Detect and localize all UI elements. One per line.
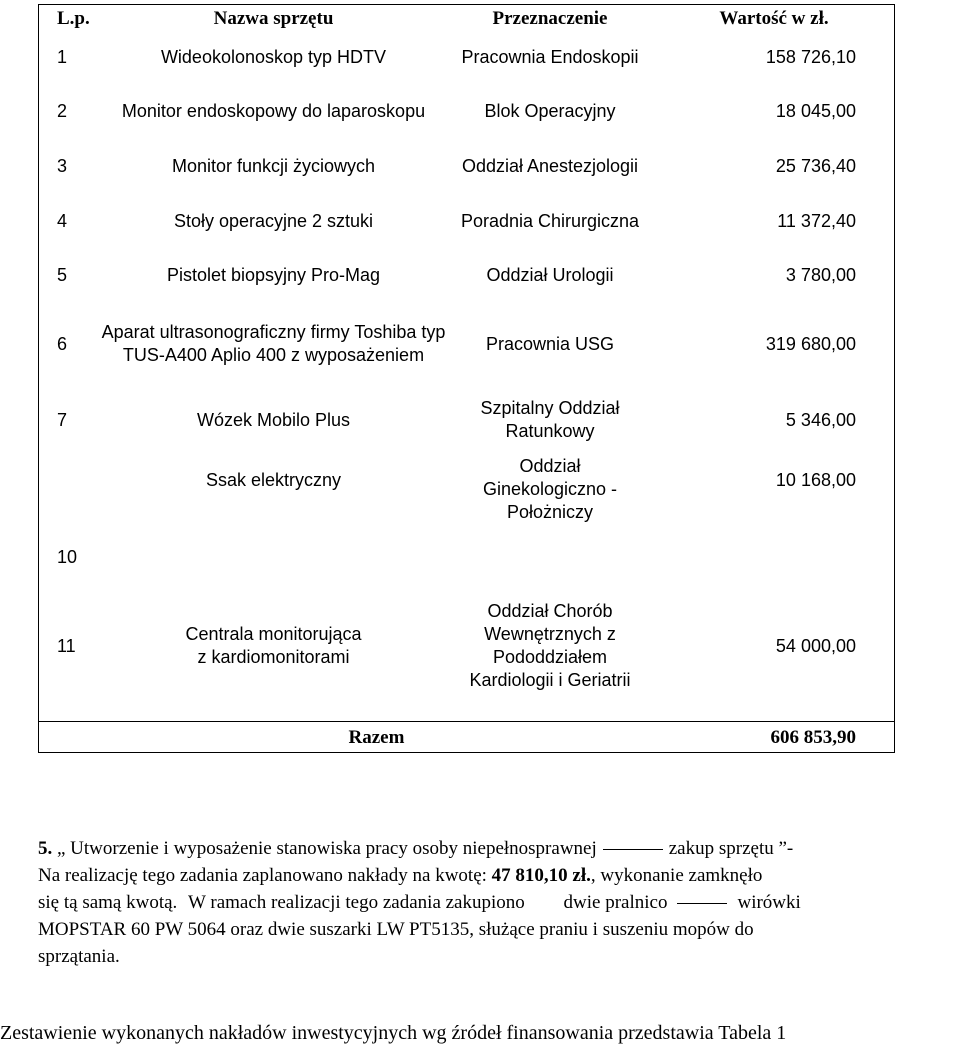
section-5-line-3-d: wirówki xyxy=(737,892,801,913)
row-purpose: Blok Operacyjny xyxy=(484,100,616,121)
section-5-paragraph xyxy=(38,835,958,970)
row-name: Wideokolonoskop typ HDTV xyxy=(160,46,387,67)
row-purpose: Szpitalny Oddział Ratunkowy xyxy=(480,398,620,441)
row-value: 54 000,00 xyxy=(775,635,856,656)
section-5-line-3 xyxy=(38,889,958,916)
row-purpose: Pracownia Endoskopii xyxy=(461,46,639,67)
section-5-title: „ Utworzenie i wyposażenie stanowiska pracy osoby niepełnosprawnej xyxy=(57,838,597,859)
row-name: Monitor funkcji życiowych xyxy=(171,155,376,176)
section-5-line-2-a: Na realizację tego zadania zaplanowano nakłady na kwotę: xyxy=(38,865,487,886)
total-label: Razem xyxy=(348,726,405,748)
section-5-line-2 xyxy=(38,862,958,889)
row-value: 3 780,00 xyxy=(785,264,856,285)
section-5-number: 5. xyxy=(38,838,53,859)
row-lp: 2 xyxy=(57,100,68,121)
row-purpose: Poradnia Chirurgiczna xyxy=(460,210,640,231)
section-5-title-tail: zakup sprzętu ”- xyxy=(668,838,794,859)
row-value: 158 726,10 xyxy=(765,46,856,67)
equipment-table xyxy=(38,4,895,753)
row-lp: 11 xyxy=(57,635,76,656)
section-5-line-2-b: , wykonanie zamknęło xyxy=(590,865,763,886)
row-lp: 6 xyxy=(57,333,68,354)
row-purpose: Oddział Anestezjologii xyxy=(461,155,639,176)
section-5-amount: 47 810,10 zł. xyxy=(491,865,591,886)
section-5-line-5: sprzątania. xyxy=(38,946,120,967)
total-row xyxy=(39,721,894,752)
row-purpose: Oddział Ginekologiczno - Położniczy xyxy=(482,456,618,522)
row-lp: 3 xyxy=(57,155,68,176)
dash-divider xyxy=(677,903,727,904)
header-lp: L.p. xyxy=(57,7,90,29)
section-5-line-4: MOPSTAR 60 PW 5064 oraz dwie suszarki LW PT5135, służące praniu i suszeniu mopów do xyxy=(38,919,754,940)
row-name: Aparat ultrasonograficzny firmy Toshiba typ TUS-A400 Aplio 400 z wyposażeniem xyxy=(101,322,446,365)
section-5-line-1 xyxy=(38,835,958,862)
row-value: 25 736,40 xyxy=(775,155,856,176)
header-purpose: Przeznaczenie xyxy=(492,7,608,29)
row-value: 18 045,00 xyxy=(775,100,856,121)
section-5-line-3-c: dwie pralnico xyxy=(563,892,668,913)
row-name: Stoły operacyjne 2 sztuki xyxy=(173,210,374,231)
row-value: 10 168,00 xyxy=(775,470,856,490)
row-purpose: Oddział Urologii xyxy=(486,264,614,285)
table-row xyxy=(39,83,894,139)
row-lp: 1 xyxy=(57,46,68,67)
row-name: Monitor endoskopowy do laparoskopu xyxy=(121,100,426,121)
header-name: Nazwa sprzętu xyxy=(213,7,334,29)
table-row xyxy=(39,31,894,83)
table-row xyxy=(39,571,894,721)
row-purpose: Pracownia USG xyxy=(485,333,615,354)
table-row xyxy=(39,387,894,453)
row-purpose: Oddział Chorób Wewnętrznych z Pododdziałem Kardiologii i Geriatrii xyxy=(469,601,631,690)
row-value: 11 372,40 xyxy=(777,210,856,231)
row-lp: 4 xyxy=(57,210,68,231)
footer-text: Zestawienie wykonanych nakładów inwestycyjnych wg źródeł finansowania przedstawia Tabela 1 xyxy=(0,1022,787,1044)
header-value: Wartość w zł. xyxy=(719,7,829,29)
row-name: Wózek Mobilo Plus xyxy=(196,409,351,430)
table-row xyxy=(39,301,894,387)
row-name: Pistolet biopsyjny Pro-Mag xyxy=(166,264,381,285)
section-5-line-3-b: W ramach realizacji tego zadania zakupiono xyxy=(188,892,525,913)
table-header-row xyxy=(39,4,894,31)
row-lp: 5 xyxy=(57,264,68,285)
row-value: 319 680,00 xyxy=(765,333,856,354)
row-name: Ssak elektryczny xyxy=(205,470,342,490)
row-lp: 10 xyxy=(57,547,78,567)
table-row xyxy=(39,139,894,193)
row-name: Centrala monitorująca z kardiomonitorami xyxy=(185,624,362,667)
total-value: 606 853,90 xyxy=(770,726,856,748)
row-lp: 7 xyxy=(57,409,68,430)
dash-divider xyxy=(603,849,663,850)
table-row xyxy=(39,453,894,571)
table-row xyxy=(39,193,894,249)
row-value: 5 346,00 xyxy=(785,409,856,430)
table-row xyxy=(39,249,894,301)
section-5-line-3-a: się tą samą kwotą. xyxy=(38,892,178,913)
